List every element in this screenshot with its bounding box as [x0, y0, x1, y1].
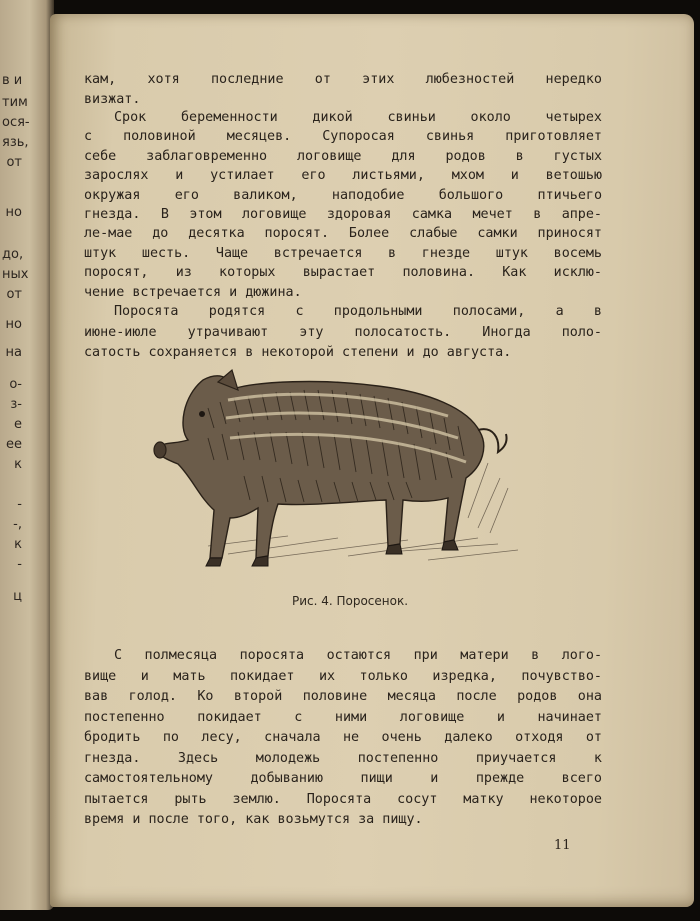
- text-line: окружая его валиком, наподобие большого птичьего: [84, 187, 602, 203]
- left-page-fragment: от: [6, 287, 22, 302]
- text-line: зарослях и устилает его листьями, мхом и ветошью: [84, 168, 602, 184]
- paragraph-3: [84, 302, 602, 364]
- left-page-fragment: -: [17, 557, 22, 572]
- left-page-fragment: е: [14, 417, 22, 432]
- text-line: Срок беременности дикой свиньи около четырех: [114, 110, 602, 125]
- text-line: время и после того, как возьмутся за пищу.: [84, 812, 423, 827]
- text-line: июне-июле утрачивают эту полосатость. Иногда поло-: [84, 324, 602, 340]
- text-line: вав голод. Ко второй половине месяца после родов она: [84, 689, 602, 704]
- left-page-fragment: ося-: [2, 115, 30, 130]
- text-line: поросят, из которых вырастает половина. Как исклю-: [84, 265, 602, 281]
- left-page-fragment: тим: [2, 95, 28, 110]
- left-page-fragment: к: [14, 537, 22, 552]
- text-line: пытается рыть землю. Поросята сосут матку некоторое: [84, 791, 602, 807]
- text-line: визжат.: [84, 92, 141, 107]
- left-page-fragment: о-: [9, 377, 22, 392]
- left-page-fragment: ц: [13, 589, 22, 604]
- text-line: с половиной месяцев. Супоросая свинья приготовляет: [84, 129, 602, 145]
- left-page-fragment: з-: [10, 397, 22, 412]
- left-page-fragment: -: [17, 497, 22, 512]
- left-page-fragment: до,: [2, 247, 24, 262]
- left-page-fragment: на: [5, 345, 22, 360]
- page-number: 11: [554, 838, 571, 853]
- text-line: чение встречается и дюжина.: [84, 284, 302, 300]
- text-line: С полмесяца поросята остаются при матери в лого-: [114, 648, 602, 663]
- text-line: вище и мать покидает их только изредка, почувство-: [84, 668, 602, 684]
- piglet-illustration: [148, 368, 538, 586]
- left-page-fragment: -,: [13, 517, 22, 532]
- text-line: себе заблаговременно логовище для родов в густых: [84, 148, 602, 164]
- left-page-fragment: но: [5, 317, 22, 332]
- text-line: кам, хотя последние от этих любезностей нередко: [84, 72, 602, 87]
- figure-caption: Рис. 4. Поросенок.: [291, 594, 409, 608]
- left-page-fragment: к: [14, 457, 22, 472]
- text-line: самостоятельному добыванию пищи и прежде всего: [84, 771, 602, 786]
- left-page-edge: [0, 0, 54, 910]
- left-page-fragment: ее: [6, 437, 22, 452]
- left-page-fragment: от: [6, 155, 22, 170]
- text-line: постепенно покидает с ними логовище и начинает: [84, 709, 602, 725]
- left-page-fragment: но: [5, 205, 22, 220]
- text-line: гнезда. Здесь молодежь постепенно приучается к: [84, 750, 602, 766]
- paragraph-4: [84, 646, 602, 831]
- left-page-fragment: в и: [2, 73, 23, 88]
- text-line: сатость сохраняется в некоторой степени и до августа.: [84, 345, 512, 360]
- text-line: бродить по лесу, сначала не очень далеко отходя от: [84, 730, 602, 745]
- left-page-fragment: язь,: [2, 135, 29, 150]
- text-line: гнезда. В этом логовище здоровая самка мечет в апре-: [84, 207, 602, 223]
- text-line: ле-мае до десятка поросят. Более слабые самки приносят: [84, 226, 602, 242]
- paragraph-2: [84, 108, 602, 302]
- paragraph-1: [84, 70, 602, 110]
- left-page-fragment: ных: [2, 267, 29, 282]
- text-line: штук шесть. Чаще встречается в гнезде штук восемь: [84, 245, 602, 261]
- text-line: Поросята родятся с продольными полосами, а в: [114, 304, 602, 319]
